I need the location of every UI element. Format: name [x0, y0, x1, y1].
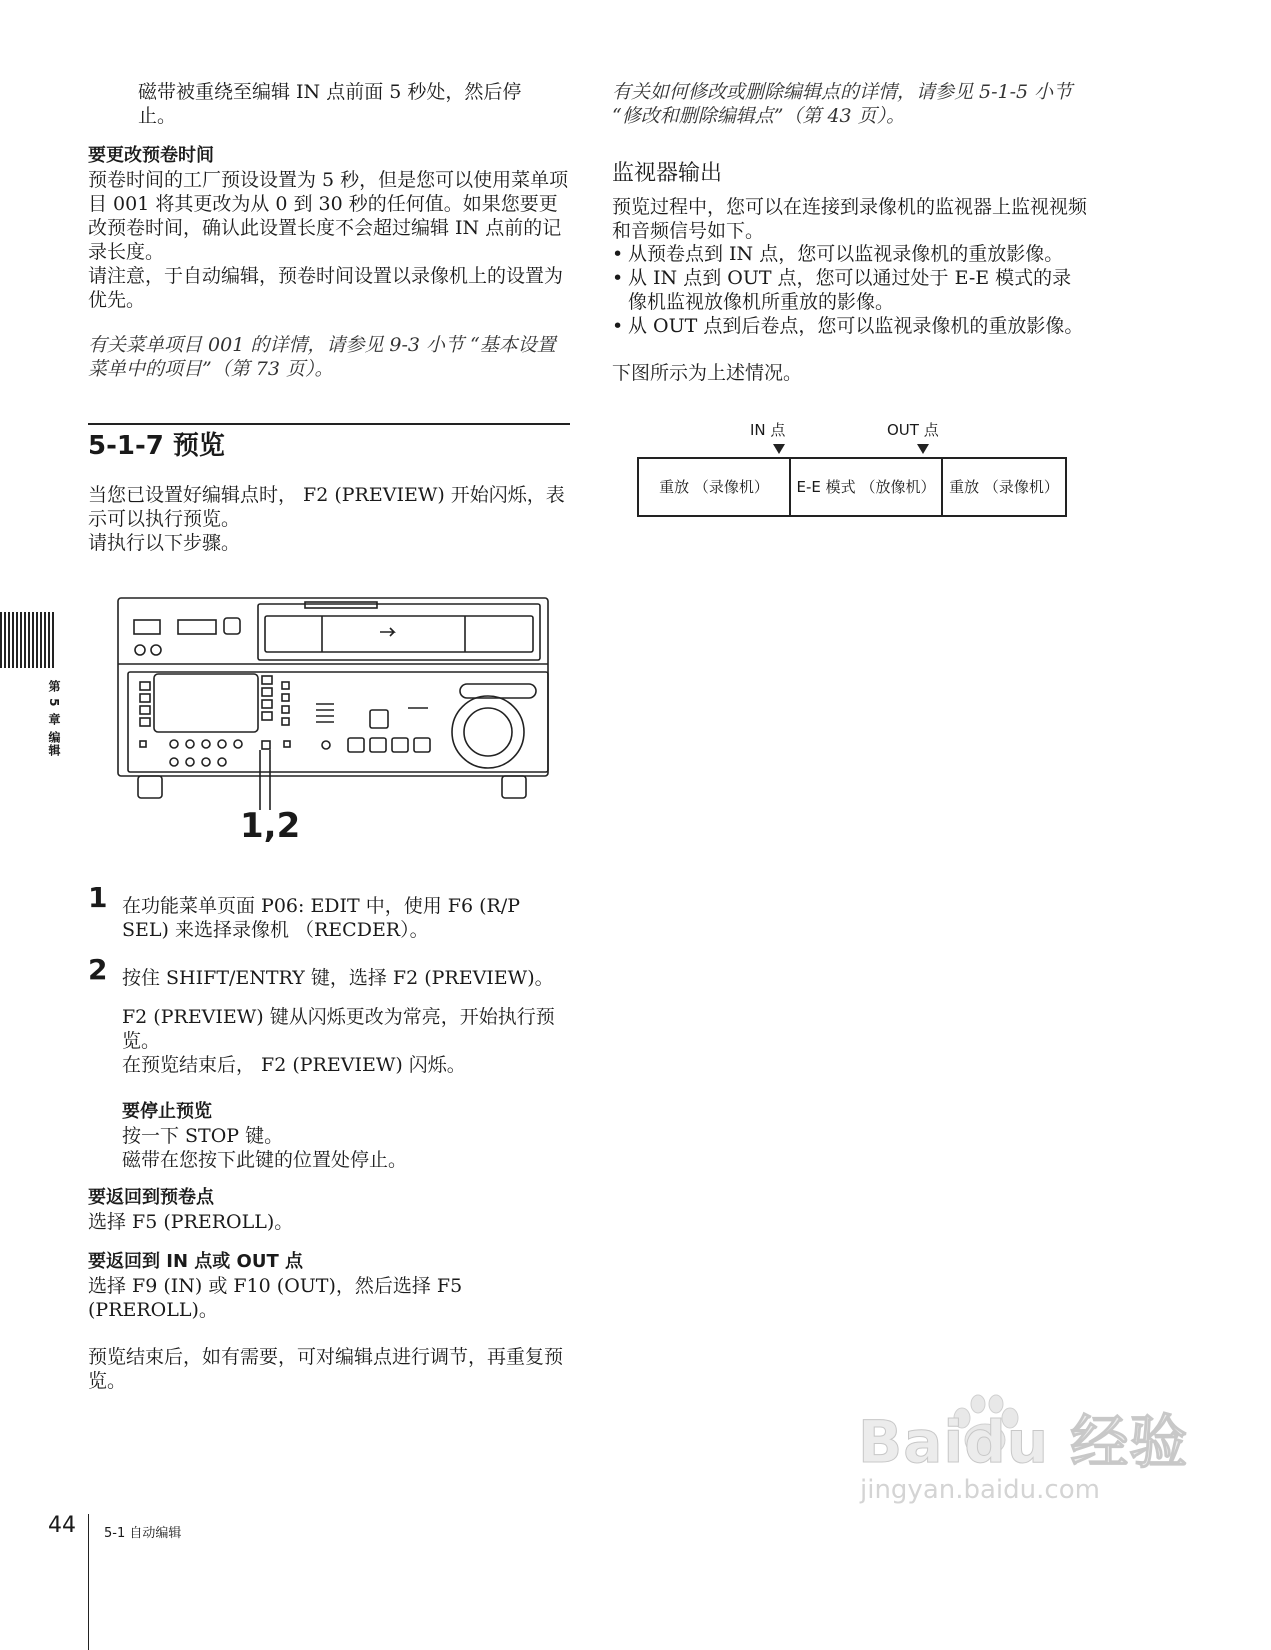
monitor-paragraph-2: 下图所示为上述情况。 [612, 362, 803, 384]
return-in-out-heading: 要返回到 IN 点或 OUT 点 [88, 1251, 304, 1272]
intro-indent-text: 磁带被重绕至编辑 IN 点前面 5 秒处，然后停止。 [138, 81, 522, 127]
monitor-output-heading: 监视器输出 [612, 161, 723, 186]
monitor-bullet-list [612, 242, 1090, 338]
footer-section: 5-1 自动编辑 [104, 1526, 182, 1541]
in-point-label: IN 点 [750, 421, 786, 439]
page-number: 44 [48, 1513, 76, 1538]
preroll-heading: 要更改预卷时间 [88, 145, 214, 166]
stop-text-1: 按一下 STOP 键。 [122, 1125, 284, 1147]
segment-postroll-playback: 重放 （录像机） [942, 458, 1066, 516]
step-2-text: 按住 SHIFT/ENTRY 键，选择 F2 (PREVIEW)。 [122, 967, 554, 989]
step-2-note-1: F2 (PREVIEW) 键从闪烁更改为常亮，开始执行预览。 [122, 1006, 555, 1052]
monitor-paragraph-1: 预览过程中，您可以在连接到录像机的监视器上监视视频和音频信号如下。 [612, 196, 1088, 242]
section-rule [88, 423, 570, 425]
step-1-text: 在功能菜单页面 P06: EDIT 中，使用 F6 (R/P SEL) 来选择录像机 （RECDER）。 [122, 895, 521, 941]
device-front-panel-illustration [110, 592, 555, 812]
bullet-item: • 从 OUT 点到后卷点，您可以监视录像机的重放影像。 [612, 314, 1090, 338]
edit-point-reference: 有关如何修改或删除编辑点的详情，请参见 5-1-5 小节 “修改和删除编辑点”（第 43 页）。 [612, 81, 1073, 127]
stop-text-2: 磁带在您按下此键的位置处停止。 [122, 1149, 408, 1171]
out-point-label: OUT 点 [887, 421, 939, 439]
bullet-item: • 从预卷点到 IN 点，您可以监视录像机的重放影像。 [612, 242, 1090, 266]
section-paragraph-2: 请执行以下步骤。 [88, 532, 241, 554]
callout-steps-1-2: 1,2 [240, 806, 301, 846]
in-point-arrow-icon [773, 444, 785, 454]
monitor-output-diagram [637, 457, 1067, 517]
segment-preroll-playback: 重放 （录像机） [638, 458, 790, 516]
chapter-tab-marker [0, 612, 56, 668]
chapter-side-label: 第 5 章 编辑 [47, 680, 61, 757]
section-paragraph-1: 当您已设置好编辑点时， F2 (PREVIEW) 开始闪烁，表示可以执行预览。 [88, 484, 565, 530]
preroll-reference: 有关菜单项目 001 的详情，请参见 9-3 小节 “基本设置菜单中的项目”（第 73 页）。 [88, 334, 556, 380]
return-in-out-text: 选择 F9 (IN) 或 F10 (OUT)，然后选择 F5 (PREROLL)。 [88, 1275, 463, 1321]
footer-divider [88, 1514, 89, 1650]
step-2-number: 2 [88, 953, 108, 986]
segment-ee-mode: E-E 模式 （放像机） [790, 458, 942, 516]
stop-heading: 要停止预览 [122, 1101, 212, 1122]
step-2-note-2: 在预览结束后， F2 (PREVIEW) 闪烁。 [122, 1054, 466, 1076]
return-preroll-heading: 要返回到预卷点 [88, 1187, 214, 1208]
out-point-arrow-icon [917, 444, 929, 454]
section-title: 5-1-7 预览 [88, 431, 225, 461]
return-preroll-text: 选择 F5 (PREROLL)。 [88, 1211, 294, 1233]
closing-text: 预览结束后，如有需要，可对编辑点进行调节，再重复预览。 [88, 1346, 564, 1392]
watermark-url: jingyan.baidu.com [860, 1475, 1100, 1505]
step-1-number: 1 [88, 881, 108, 914]
preroll-paragraph-1: 预卷时间的工厂预设设置为 5 秒，但是您可以使用菜单项目 001 将其更改为从 0 到 30 秒的任何值。如果您要更改预卷时间，确认此设置长度不会超过编辑 IN 点前的记录长度。 [88, 169, 569, 263]
watermark-logo: Baidu 经验 [858, 1408, 1189, 1476]
bullet-item: • 从 IN 点到 OUT 点，您可以通过处于 E-E 模式的录像机监视放像机所重放的影像。 [612, 266, 1090, 314]
preroll-paragraph-2: 请注意，于自动编辑，预卷时间设置以录像机上的设置为优先。 [88, 265, 564, 311]
